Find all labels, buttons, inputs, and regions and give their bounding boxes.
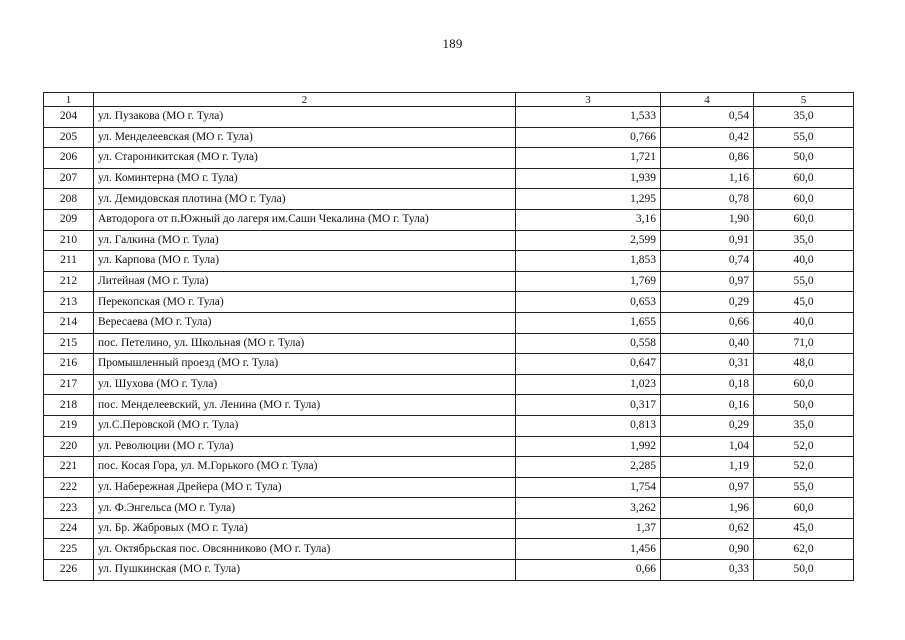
- table-row: [44, 292, 854, 313]
- value-col-4-cell: 1,04: [661, 436, 754, 457]
- table-row: [44, 168, 854, 189]
- value-col-5-cell: 55,0: [754, 477, 854, 498]
- value-col-3-cell: 1,939: [516, 168, 661, 189]
- row-number-cell: 221: [44, 457, 94, 478]
- value-col-3-cell: 0,66: [516, 560, 661, 581]
- value-col-5-cell: 40,0: [754, 251, 854, 272]
- table-row: [44, 312, 854, 333]
- value-col-5-cell: 48,0: [754, 354, 854, 375]
- street-name-cell: пос. Косая Гора, ул. М.Горького (МО г. Тула): [94, 457, 516, 478]
- value-col-5-cell: 45,0: [754, 518, 854, 539]
- value-col-3-cell: 3,262: [516, 498, 661, 519]
- value-col-4-cell: 0,29: [661, 415, 754, 436]
- value-col-3-cell: 0,558: [516, 333, 661, 354]
- value-col-3-cell: 1,37: [516, 518, 661, 539]
- table-row: [44, 107, 854, 128]
- table-row: [44, 209, 854, 230]
- row-number-cell: 209: [44, 209, 94, 230]
- row-number-cell: 211: [44, 251, 94, 272]
- street-name-cell: Литейная (МО г. Тула): [94, 271, 516, 292]
- value-col-5-cell: 52,0: [754, 436, 854, 457]
- table-row: [44, 333, 854, 354]
- value-col-3-cell: 2,599: [516, 230, 661, 251]
- street-name-cell: ул. Бр. Жабровых (МО г. Тула): [94, 518, 516, 539]
- value-col-3-cell: 1,992: [516, 436, 661, 457]
- row-number-cell: 218: [44, 395, 94, 416]
- row-number-cell: 219: [44, 415, 94, 436]
- street-name-cell: Промышленный проезд (МО г. Тула): [94, 354, 516, 375]
- column-header: 3: [516, 93, 661, 107]
- row-number-cell: 225: [44, 539, 94, 560]
- value-col-5-cell: 50,0: [754, 148, 854, 169]
- row-number-cell: 216: [44, 354, 94, 375]
- value-col-5-cell: 35,0: [754, 107, 854, 128]
- row-number-cell: 213: [44, 292, 94, 313]
- table-row: [44, 560, 854, 581]
- value-col-5-cell: 60,0: [754, 498, 854, 519]
- table-row: [44, 498, 854, 519]
- value-col-5-cell: 60,0: [754, 168, 854, 189]
- value-col-5-cell: 52,0: [754, 457, 854, 478]
- row-number-cell: 223: [44, 498, 94, 519]
- value-col-4-cell: 0,66: [661, 312, 754, 333]
- table-row: [44, 251, 854, 272]
- value-col-4-cell: 0,97: [661, 477, 754, 498]
- value-col-4-cell: 1,90: [661, 209, 754, 230]
- column-header: 4: [661, 93, 754, 107]
- value-col-3-cell: 1,769: [516, 271, 661, 292]
- value-col-5-cell: 71,0: [754, 333, 854, 354]
- row-number-cell: 226: [44, 560, 94, 581]
- value-col-3-cell: 1,533: [516, 107, 661, 128]
- street-name-cell: ул. Октябрьская пос. Овсянниково (МО г. Тула): [94, 539, 516, 560]
- table-row: [44, 189, 854, 210]
- table-header-row: [44, 93, 854, 107]
- street-name-cell: ул. Староникитская (МО г. Тула): [94, 148, 516, 169]
- table-row: [44, 374, 854, 395]
- page-number: 189: [442, 36, 463, 51]
- value-col-5-cell: 60,0: [754, 374, 854, 395]
- value-col-3-cell: 1,023: [516, 374, 661, 395]
- value-col-4-cell: 0,86: [661, 148, 754, 169]
- street-name-cell: Перекопская (МО г. Тула): [94, 292, 516, 313]
- row-number-cell: 224: [44, 518, 94, 539]
- table-row: [44, 415, 854, 436]
- value-col-3-cell: 0,647: [516, 354, 661, 375]
- value-col-4-cell: 1,96: [661, 498, 754, 519]
- value-col-5-cell: 50,0: [754, 560, 854, 581]
- street-name-cell: ул. Галкина (МО г. Тула): [94, 230, 516, 251]
- column-header: 1: [44, 93, 94, 107]
- value-col-4-cell: 0,31: [661, 354, 754, 375]
- street-name-cell: Автодорога от п.Южный до лагеря им.Саши Чекалина (МО г. Тула): [94, 209, 516, 230]
- street-name-cell: ул. Пушкинская (МО г. Тула): [94, 560, 516, 581]
- value-col-5-cell: 45,0: [754, 292, 854, 313]
- row-number-cell: 208: [44, 189, 94, 210]
- value-col-4-cell: 0,16: [661, 395, 754, 416]
- value-col-5-cell: 35,0: [754, 415, 854, 436]
- table-row: [44, 148, 854, 169]
- value-col-4-cell: 0,91: [661, 230, 754, 251]
- row-number-cell: 205: [44, 127, 94, 148]
- row-number-cell: 220: [44, 436, 94, 457]
- street-name-cell: ул.С.Перовской (МО г. Тула): [94, 415, 516, 436]
- value-col-4-cell: 0,62: [661, 518, 754, 539]
- roads-table: [43, 92, 854, 581]
- street-name-cell: ул. Ф.Энгельса (МО г. Тула): [94, 498, 516, 519]
- row-number-cell: 207: [44, 168, 94, 189]
- value-col-4-cell: 0,33: [661, 560, 754, 581]
- value-col-3-cell: 0,766: [516, 127, 661, 148]
- value-col-4-cell: 0,29: [661, 292, 754, 313]
- street-name-cell: ул. Пузакова (МО г. Тула): [94, 107, 516, 128]
- street-name-cell: ул. Менделеевская (МО г. Тула): [94, 127, 516, 148]
- value-col-3-cell: 0,813: [516, 415, 661, 436]
- value-col-5-cell: 35,0: [754, 230, 854, 251]
- table-row: [44, 271, 854, 292]
- value-col-3-cell: 0,653: [516, 292, 661, 313]
- table-row: [44, 436, 854, 457]
- street-name-cell: пос. Менделеевский, ул. Ленина (МО г. Тула): [94, 395, 516, 416]
- column-header: 2: [94, 93, 516, 107]
- table-row: [44, 518, 854, 539]
- row-number-cell: 206: [44, 148, 94, 169]
- value-col-4-cell: 1,19: [661, 457, 754, 478]
- table-row: [44, 127, 854, 148]
- table-row: [44, 354, 854, 375]
- street-name-cell: Вересаева (МО г. Тула): [94, 312, 516, 333]
- street-name-cell: ул. Набережная Дрейера (МО г. Тула): [94, 477, 516, 498]
- street-name-cell: ул. Демидовская плотина (МО г. Тула): [94, 189, 516, 210]
- value-col-5-cell: 55,0: [754, 127, 854, 148]
- value-col-3-cell: 1,655: [516, 312, 661, 333]
- street-name-cell: ул. Революции (МО г. Тула): [94, 436, 516, 457]
- street-name-cell: ул. Шухова (МО г. Тула): [94, 374, 516, 395]
- table-row: [44, 395, 854, 416]
- street-name-cell: ул. Коминтерна (МО г. Тула): [94, 168, 516, 189]
- row-number-cell: 222: [44, 477, 94, 498]
- value-col-5-cell: 60,0: [754, 209, 854, 230]
- value-col-4-cell: 0,18: [661, 374, 754, 395]
- value-col-4-cell: 0,78: [661, 189, 754, 210]
- street-name-cell: пос. Петелино, ул. Школьная (МО г. Тула): [94, 333, 516, 354]
- value-col-5-cell: 50,0: [754, 395, 854, 416]
- value-col-4-cell: 0,97: [661, 271, 754, 292]
- row-number-cell: 212: [44, 271, 94, 292]
- value-col-4-cell: 0,42: [661, 127, 754, 148]
- value-col-3-cell: 1,295: [516, 189, 661, 210]
- value-col-3-cell: 2,285: [516, 457, 661, 478]
- value-col-3-cell: 1,853: [516, 251, 661, 272]
- value-col-5-cell: 55,0: [754, 271, 854, 292]
- row-number-cell: 214: [44, 312, 94, 333]
- value-col-3-cell: 1,721: [516, 148, 661, 169]
- value-col-4-cell: 1,16: [661, 168, 754, 189]
- value-col-3-cell: 0,317: [516, 395, 661, 416]
- value-col-4-cell: 0,74: [661, 251, 754, 272]
- table-row: [44, 230, 854, 251]
- column-header: 5: [754, 93, 854, 107]
- value-col-5-cell: 60,0: [754, 189, 854, 210]
- value-col-5-cell: 40,0: [754, 312, 854, 333]
- value-col-3-cell: 1,456: [516, 539, 661, 560]
- row-number-cell: 210: [44, 230, 94, 251]
- row-number-cell: 215: [44, 333, 94, 354]
- table-row: [44, 477, 854, 498]
- value-col-5-cell: 62,0: [754, 539, 854, 560]
- value-col-4-cell: 0,54: [661, 107, 754, 128]
- table-row: [44, 457, 854, 478]
- value-col-4-cell: 0,90: [661, 539, 754, 560]
- street-name-cell: ул. Карпова (МО г. Тула): [94, 251, 516, 272]
- table-row: [44, 539, 854, 560]
- value-col-3-cell: 3,16: [516, 209, 661, 230]
- row-number-cell: 217: [44, 374, 94, 395]
- row-number-cell: 204: [44, 107, 94, 128]
- value-col-3-cell: 1,754: [516, 477, 661, 498]
- value-col-4-cell: 0,40: [661, 333, 754, 354]
